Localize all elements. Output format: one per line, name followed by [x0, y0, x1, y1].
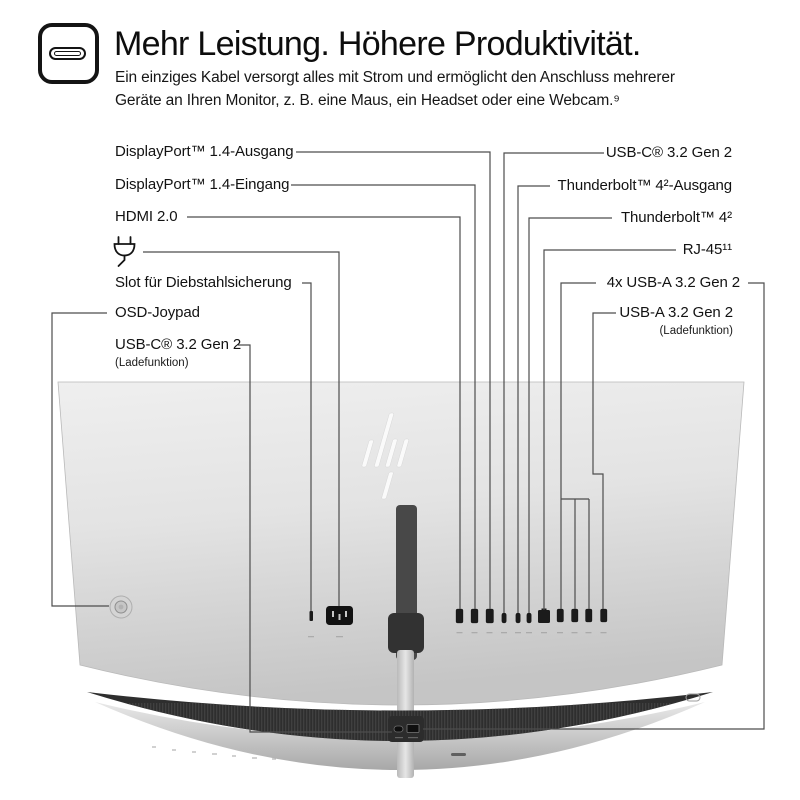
displayport-in-port: [471, 609, 478, 623]
label-osd-joypad: OSD-Joypad: [115, 304, 200, 321]
label-usb-c-charging-sub: (Ladefunktion): [115, 357, 189, 369]
usb-a-port-2: [572, 609, 579, 622]
label-usb-c-charging: USB-C® 3.2 Gen 2: [115, 336, 242, 353]
usb-a-port-3: [586, 609, 593, 622]
subtitle-line-1: Ein einziges Kabel versorgt alles mit Strom und ermöglicht den Anschluss mehrerer: [115, 69, 675, 86]
label-usba-group: 4x USB-A 3.2 Gen 2: [606, 274, 740, 291]
label-usba-charging: USB-A 3.2 Gen 2: [619, 304, 733, 321]
power-plug-icon: [112, 236, 138, 270]
usb-a-port-4: [601, 609, 608, 622]
label-thunderbolt-ausgang: Thunderbolt™ 4²-Ausgang: [557, 177, 732, 194]
page-title: Mehr Leistung. Höhere Produktivität.: [114, 25, 641, 63]
usb-a-charging-port: [407, 725, 419, 733]
displayport-out-port: [486, 609, 494, 623]
label-rj45: RJ-45¹¹: [682, 241, 732, 258]
osd-joypad: [110, 596, 132, 618]
label-usb-c: USB-C® 3.2 Gen 2: [605, 144, 732, 161]
thunderbolt-out-port: [516, 613, 521, 623]
label-displayport-ausgang: DisplayPort™ 1.4-Ausgang: [115, 143, 294, 160]
hdmi-port: [456, 609, 463, 623]
strip-vent-dash: [451, 753, 466, 756]
video-ports: [456, 609, 494, 623]
power-inlet: [326, 606, 353, 625]
security-lock-slot: [310, 611, 314, 621]
stand-clamp: [388, 613, 424, 653]
usb-c-port: [502, 613, 507, 623]
usb-c-charging-port: [394, 726, 403, 732]
label-displayport-eingang: DisplayPort™ 1.4-Eingang: [115, 176, 290, 193]
label-usba-charging-sub: (Ladefunktion): [659, 325, 733, 337]
label-thunderbolt: Thunderbolt™ 4²: [620, 209, 732, 226]
usb-c-thunderbolt-ports: [502, 613, 532, 623]
label-lock-slot: Slot für Diebstahlsicherung: [115, 274, 292, 291]
thunderbolt-port: [527, 613, 532, 623]
usb-a-port-1: [557, 609, 564, 622]
subtitle-line-2: Geräte an Ihren Monitor, z. B. eine Maus, ein Headset oder eine Webcam.⁹: [115, 92, 620, 109]
rj45-port: [538, 609, 550, 624]
label-hdmi: HDMI 2.0: [115, 208, 178, 225]
